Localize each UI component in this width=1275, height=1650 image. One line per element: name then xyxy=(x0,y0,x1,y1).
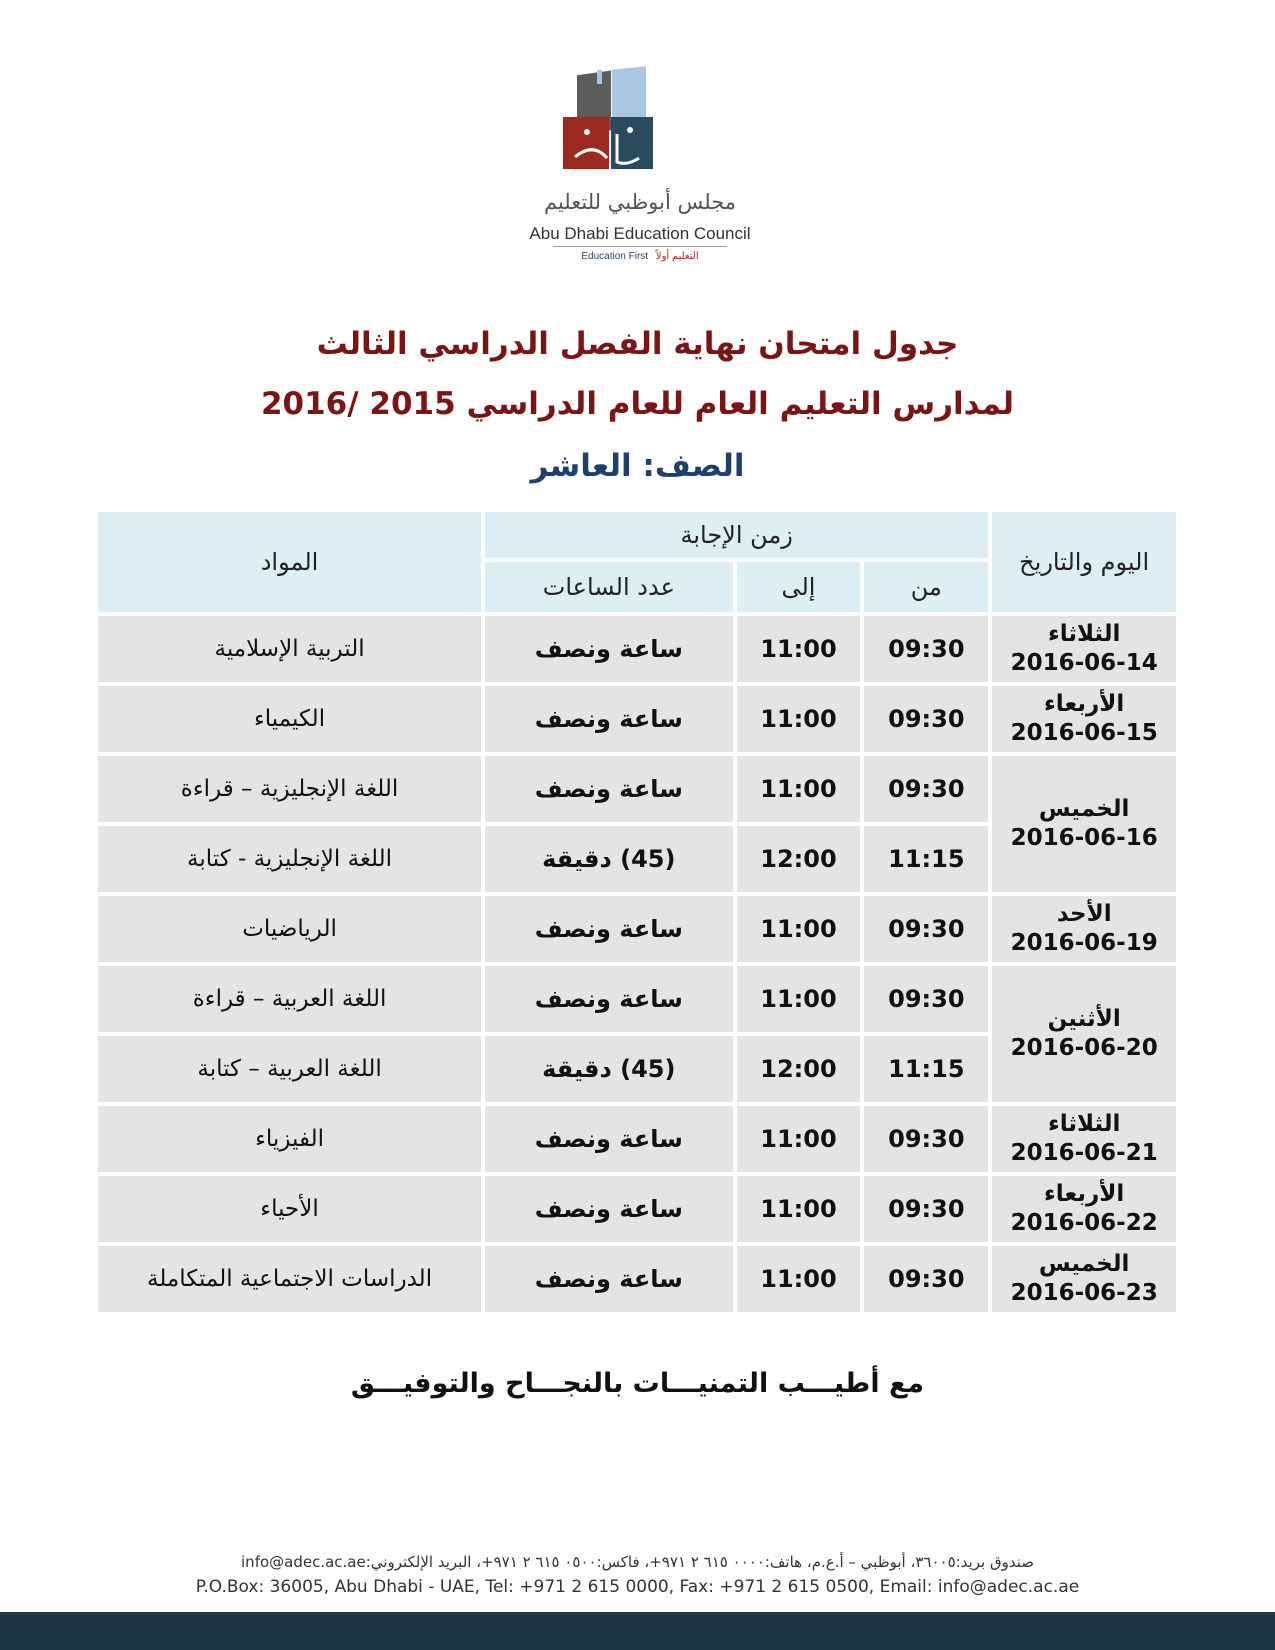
subject: اللغة الإنجليزية – قراءة xyxy=(98,756,481,822)
table-row xyxy=(98,686,1176,752)
day-date: 2016-06-23 xyxy=(1010,1280,1158,1306)
from-time: 09:30 xyxy=(864,616,988,682)
header-to: إلى xyxy=(737,562,861,612)
to-time: 11:00 xyxy=(737,896,861,962)
footer-band xyxy=(0,1612,1275,1650)
from-time: 11:15 xyxy=(864,826,988,892)
header-from: من xyxy=(864,562,988,612)
from-time: 11:15 xyxy=(864,1036,988,1102)
duration: ساعة ونصف xyxy=(485,896,732,962)
subject: الرياضيات xyxy=(98,896,481,962)
from-time: 09:30 xyxy=(864,756,988,822)
duration: ساعة ونصف xyxy=(485,756,732,822)
header-day-date: اليوم والتاريخ xyxy=(992,512,1176,612)
day-name: الأربعاء xyxy=(1044,1181,1125,1208)
day-name: الخميس xyxy=(1038,1251,1130,1278)
day-cell xyxy=(992,896,1176,962)
subject: الأحياء xyxy=(98,1176,481,1242)
duration: ساعة ونصف xyxy=(485,686,732,752)
day-date: 2016-06-20 xyxy=(1010,1035,1158,1061)
day-cell xyxy=(992,1106,1176,1172)
duration: ساعة ونصف xyxy=(485,616,732,682)
day-date: 2016-06-14 xyxy=(1010,650,1158,676)
header-duration: عدد الساعات xyxy=(485,562,732,612)
footer-contact-arabic: صندوق بريد:٣٦٠٠٥، أبوظبي – أ.ع.م، هاتف:٠٠٠٠ ٦١٥ ٢ ٩٧١+، فاكس:٠٥٠٠ ٦١٥ ٢ ٩٧١+، البريد الإلكتروني:info@adec.ac.ae xyxy=(241,1553,1034,1571)
logo-tagline xyxy=(515,251,765,262)
day-name: الأثنين xyxy=(1047,1006,1121,1033)
day-date: 2016-06-21 xyxy=(1010,1140,1158,1166)
from-time: 09:30 xyxy=(864,686,988,752)
subject: اللغة العربية – كتابة xyxy=(98,1036,481,1102)
logo-name-arabic: مجلس أبوظبي للتعليم xyxy=(543,190,737,214)
subject: الدراسات الاجتماعية المتكاملة xyxy=(98,1246,481,1312)
to-time: 11:00 xyxy=(737,1106,861,1172)
day-date: 2016-06-22 xyxy=(1010,1210,1158,1236)
day-date: 2016-06-15 xyxy=(1010,720,1158,746)
to-time: 11:00 xyxy=(737,1176,861,1242)
table-row xyxy=(98,896,1176,962)
logo-name-english: Abu Dhabi Education Council xyxy=(529,224,751,243)
from-time: 09:30 xyxy=(864,966,988,1032)
title-line-1: جدول امتحان نهاية الفصل الدراسي الثالث xyxy=(316,326,959,362)
to-time: 11:00 xyxy=(737,756,861,822)
exam-schedule-table xyxy=(94,508,1180,1316)
duration: (45) دقيقة xyxy=(485,826,732,892)
footer-contact-english: P.O.Box: 36005, Abu Dhabi - UAE, Tel: +971 2 615 0000, Fax: +971 2 615 0500, Email: info@adec.ac.ae xyxy=(195,1577,1080,1597)
logo-tagline-english: Education First xyxy=(581,251,649,262)
table-row xyxy=(98,756,1176,822)
subject: الكيمياء xyxy=(98,686,481,752)
day-cell xyxy=(992,686,1176,752)
duration: ساعة ونصف xyxy=(485,1106,732,1172)
day-date: 2016-06-19 xyxy=(1010,930,1158,956)
closing-wishes: مع أطيـــب التمنيـــات بالنجـــاح والتوفيـــق xyxy=(350,1368,925,1399)
from-time: 09:30 xyxy=(864,896,988,962)
day-cell xyxy=(992,616,1176,682)
subject: التربية الإسلامية xyxy=(98,616,481,682)
adec-logo xyxy=(515,62,765,272)
to-time: 11:00 xyxy=(737,966,861,1032)
duration: ساعة ونصف xyxy=(485,1246,732,1312)
day-name: الخميس xyxy=(1038,796,1130,823)
to-time: 11:00 xyxy=(737,686,861,752)
to-time: 12:00 xyxy=(737,1036,861,1102)
day-cell xyxy=(992,1176,1176,1242)
day-cell xyxy=(992,966,1176,1102)
table-row xyxy=(98,616,1176,682)
day-name: الثلاثاء xyxy=(1047,621,1121,648)
day-name: الأربعاء xyxy=(1044,691,1125,718)
grade-label: الصف: العاشر xyxy=(530,448,745,484)
table-row xyxy=(98,1246,1176,1312)
day-date: 2016-06-16 xyxy=(1010,825,1158,851)
table-row xyxy=(98,1176,1176,1242)
from-time: 09:30 xyxy=(864,1176,988,1242)
duration: ساعة ونصف xyxy=(485,1176,732,1242)
to-time: 12:00 xyxy=(737,826,861,892)
subject: اللغة الإنجليزية - كتابة xyxy=(98,826,481,892)
logo-tagline-arabic: التعليم أولاً xyxy=(655,251,699,262)
header-answer-time: زمن الإجابة xyxy=(485,512,988,558)
logo-divider xyxy=(553,246,727,247)
to-time: 11:00 xyxy=(737,616,861,682)
to-time: 11:00 xyxy=(737,1246,861,1312)
table-row xyxy=(98,1106,1176,1172)
day-cell xyxy=(992,1246,1176,1312)
day-cell xyxy=(992,756,1176,892)
duration: ساعة ونصف xyxy=(485,966,732,1032)
day-name: الأحد xyxy=(1056,901,1112,928)
day-name: الثلاثاء xyxy=(1047,1111,1121,1138)
adec-books-logo-icon xyxy=(515,62,765,182)
from-time: 09:30 xyxy=(864,1246,988,1312)
from-time: 09:30 xyxy=(864,1106,988,1172)
subject: اللغة العربية – قراءة xyxy=(98,966,481,1032)
table-row xyxy=(98,966,1176,1032)
title-line-2: لمدارس التعليم العام للعام الدراسي 2015 /2016 xyxy=(260,386,1015,422)
subject: الفيزياء xyxy=(98,1106,481,1172)
duration: (45) دقيقة xyxy=(485,1036,732,1102)
header-subjects: المواد xyxy=(98,512,481,612)
